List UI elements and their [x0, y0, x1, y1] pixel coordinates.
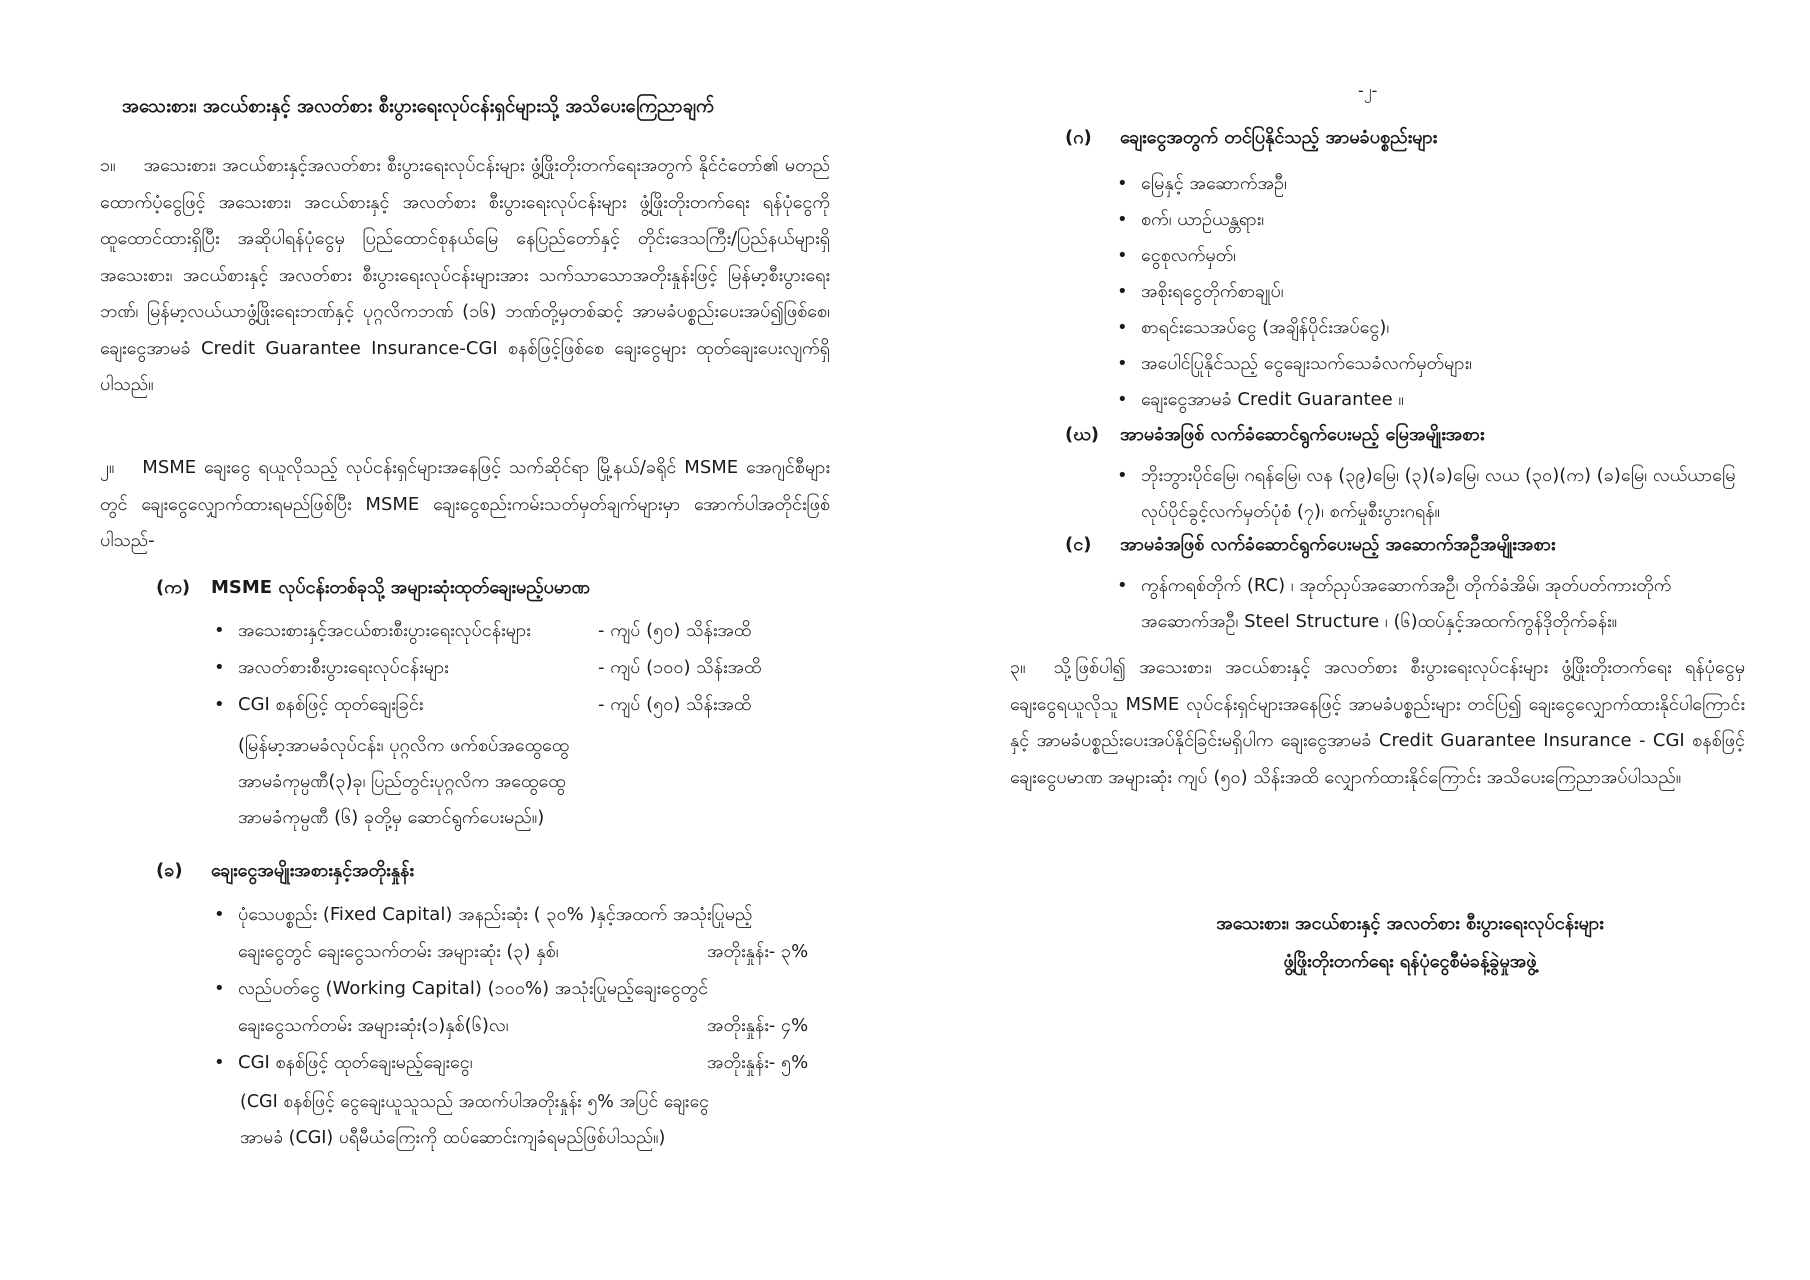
section-kh-note: (CGI စနစ်ဖြင့် ငွေချေးယူသူသည် အထက်ပါအတိုးနှုန်း ၅% အပြင် ချေးငွေ အာမခံ (CGI) ပရီမီယံကြေးကို ထပ်ဆောင်းကျခံရမည်ဖြစ်ပါသည်။): [240, 1092, 709, 1148]
section-k-title: MSME လုပ်ငန်းတစ်ခုသို့ အများဆုံးထုတ်ချေးမည့်ပမာဏ: [211, 577, 590, 598]
paragraph-1: [100, 148, 830, 404]
section-ng-list: [1115, 568, 1740, 640]
signature-line-1: အသေးစား၊ အငယ်စားနှင့် အလတ်စား စီးပွားရေးလုပ်ငန်းများ: [1216, 913, 1604, 934]
collateral-item: • ငွေစုလက်မှတ်၊: [1115, 238, 1735, 274]
section-k-note: (မြန်မာ့အာမခံလုပ်ငန်း၊ ပုဂ္ဂလိက ဖက်စပ်အထွေထွေ အာမခံကုမ္ပဏီ(၃)ခု၊ ပြည်တွင်းပုဂ္ဂလိက အထွေထွေ အာမခံကုမ္ပဏီ (၆) ခုတို့မှ ဆောင်ရွက်ပေးမည်။): [238, 735, 570, 828]
section-kh-item: • CGI စနစ်ဖြင့် ထုတ်ချေးမည့်ချေးငွေ၊ အတိုးနှုန်း- ၅%: [212, 1044, 832, 1081]
section-kh-item: • ပုံသေပစ္စည်း (Fixed Capital) အနည်းဆုံး ( ၃၀% )နှင့်အထက် အသုံးပြုမည့် ချေးငွေတွင် ချေးငွေသက်တမ်း အများဆုံး (၃) နှစ်၊ အတိုးနှုန်း- ၃%: [212, 896, 832, 970]
section-kh-list: [212, 896, 832, 1081]
section-k-item: • အလတ်စားစီးပွားရေးလုပ်ငန်းများ - ကျပ် (၁၀၀) သိန်းအထိ: [212, 649, 832, 686]
section-gh-label: (ဃ): [1065, 424, 1100, 445]
collateral-item: • ချေးငွေအာမခံ Credit Guarantee ။: [1115, 382, 1735, 418]
section-g-heading: [1065, 125, 1437, 152]
section-ng-title: အာမခံအဖြစ် လက်ခံဆောင်ရွက်ပေးမည့် အဆောက်အဦအမျိုးအစား: [1120, 534, 1556, 555]
section-gh-heading: [1065, 422, 1484, 449]
page-number: -၂-: [1358, 81, 1378, 100]
section-g-list: [1115, 166, 1735, 418]
section-k-label: (က): [156, 577, 191, 598]
signature-line-2: ဖွံ့ဖြိုးတိုးတက်ရေး ရန်ပုံငွေစီမံခန့်ခွဲမှုအဖွဲ့: [1283, 951, 1537, 972]
document-title: အသေးစား၊ အငယ်စားနှင့် အလတ်စား စီးပွားရေးလုပ်ငန်းရှင်များသို့ အသိပေးကြေညာချက်: [122, 96, 715, 117]
paragraph-3: [1010, 650, 1745, 796]
collateral-item: • မြေနှင့် အဆောက်အဦ၊: [1115, 166, 1735, 202]
section-kh-label: (ခ): [156, 860, 183, 881]
signature-block: [1070, 905, 1750, 981]
collateral-item: • အပေါင်ပြုနိုင်သည့် ငွေချေးသက်သေခံလက်မှတ်များ၊: [1115, 346, 1735, 382]
section-k-heading: [156, 575, 590, 602]
paragraph-1-number: ၁။: [100, 155, 116, 176]
land-type-item: • ဘိုးဘွားပိုင်မြေ၊ ဂရန်မြေ၊ လန (၃၉)မြေ၊ (၃)(ခ)မြေ၊ လယ (၃၀)(က) (ခ)မြေ၊ လယ်ယာမြေလုပ်ပိုင်ခွင့်လက်မှတ်ပုံစံ (၇)၊ စက်မှုစီးပွားဂရန်။: [1115, 458, 1740, 530]
section-ng-heading: [1065, 532, 1555, 559]
section-g-label: (ဂ): [1065, 127, 1092, 148]
section-k-list: [212, 612, 832, 723]
collateral-item: • စာရင်းသေအပ်ငွေ (အချိန်ပိုင်းအပ်ငွေ)၊: [1115, 310, 1735, 346]
paragraph-3-text: သို့ဖြစ်ပါ၍ အသေးစား၊ အငယ်စားနှင့် အလတ်စား စီးပွားရေးလုပ်ငန်းများ ဖွံ့ဖြိုးတိုးတက်ရေး ရန်ပုံငွေမှ ချေးငွေရယူလိုသူ MSME လုပ်ငန်းရှင်များအနေဖြင့် အာမခံပစ္စည်းများ တင်ပြ၍ ချေးငွေလျှောက်ထားနိုင်ပါကြောင်းနှင့် အာမခံပစ္စည်းပေးအပ်နိုင်ခြင်းမရှိပါက ချေးငွေအာမခံ Credit Guarantee Insurance - CGI စနစ်ဖြင့် ချေးငွေပမာဏ အများဆုံး ကျပ် (၅၀) သိန်းအထိ လျှောက်ထားနိုင်ကြောင်း အသိပေးကြေညာအပ်ပါသည်။: [1010, 657, 1745, 788]
paragraph-2-text: MSME ချေးငွေ ရယူလိုသည့် လုပ်ငန်းရှင်များအနေဖြင့် သက်ဆိုင်ရာ မြို့နယ်/ခရိုင် MSME အေဂျင်စီများတွင် ချေးငွေလျှောက်ထားရမည်ဖြစ်ပြီး MSME ချေးငွေစည်းကမ်းသတ်မှတ်ချက်များမှာ အောက်ပါအတိုင်းဖြစ်ပါသည်-: [100, 457, 830, 551]
building-type-item: • ကွန်ကရစ်တိုက် (RC) ၊ အုတ်ညှပ်အဆောက်အဦ၊ တိုက်ခံအိမ်၊ အုတ်ပတ်ကားတိုက် အဆောက်အဦ၊ Steel Structure ၊ (၆)ထပ်နှင့်အထက်ကွန်ဒိုတိုက်ခန်း။: [1115, 568, 1740, 640]
section-gh-list: [1115, 458, 1740, 530]
section-g-title: ချေးငွေအတွက် တင်ပြနိုင်သည့် အာမခံပစ္စည်းများ: [1120, 127, 1438, 148]
paragraph-2-number: ၂။: [100, 457, 115, 478]
section-gh-title: အာမခံအဖြစ် လက်ခံဆောင်ရွက်ပေးမည့် မြေအမျိုးအစား: [1120, 424, 1485, 445]
paragraph-1-text: အသေးစား၊ အငယ်စားနှင့်အလတ်စား စီးပွားရေးလုပ်ငန်းများ ဖွံ့ဖြိုးတိုးတက်ရေးအတွက် နိုင်ငံတော်၏ မတည်ထောက်ပံ့ငွေဖြင့် အသေးစား၊ အငယ်စားနှင့် အလတ်စား စီးပွားရေးလုပ်ငန်းများ ဖွံ့ဖြိုးတိုးတက်ရေး ရန်ပုံငွေကို ထူထောင်ထားရှိပြီး အဆိုပါရန်ပုံငွေမှ ပြည်ထောင်စုနယ်မြေ နေပြည်တော်နှင့် တိုင်းဒေသကြီး/ပြည်နယ်များရှိ အသေးစား၊ အငယ်စားနှင့် အလတ်စား စီးပွားရေးလုပ်ငန်းများအား သက်သာသောအတိုးနှုန်းဖြင့် မြန်မာ့စီးပွားရေးဘဏ်၊ မြန်မာ့လယ်ယာဖွံ့ဖြိုးရေးဘဏ်နှင့် ပုဂ္ဂလိကဘဏ် (၁၆) ဘဏ်တို့မှတစ်ဆင့် အာမခံပစ္စည်းပေးအပ်၍ဖြစ်စေ၊ ချေးငွေအာမခံ Credit Guarantee Insurance-CGI စနစ်ဖြင့်ဖြစ်စေ ချေးငွေများ ထုတ်ချေးပေးလျက်ရှိပါသည်။: [100, 155, 830, 395]
paragraph-3-number: ၃။: [1010, 657, 1026, 678]
collateral-item: • စက်၊ ယာဉ်ယန္တရား၊: [1115, 202, 1735, 238]
section-k-item: • အသေးစားနှင့်အငယ်စားစီးပွားရေးလုပ်ငန်းများ - ကျပ် (၅၀) သိန်းအထိ: [212, 612, 832, 649]
section-kh-heading: [156, 858, 414, 885]
collateral-item: • အစိုးရငွေတိုက်စာချုပ်၊: [1115, 274, 1735, 310]
section-kh-item: • လည်ပတ်ငွေ (Working Capital) (၁၀၀%) အသုံးပြုမည့်ချေးငွေတွင် ချေးငွေသက်တမ်း အများဆုံး(၁)နှစ်(၆)လ၊ အတိုးနှုန်း- ၄%: [212, 970, 832, 1044]
section-kh-title: ချေးငွေအမျိုးအစားနှင့်အတိုးနှုန်း: [211, 860, 414, 881]
paragraph-2: [100, 450, 830, 560]
section-ng-label: (င): [1065, 534, 1092, 555]
section-k-item: • CGI စနစ်ဖြင့် ထုတ်ချေးခြင်း - ကျပ် (၅၀) သိန်းအထိ: [212, 686, 832, 723]
